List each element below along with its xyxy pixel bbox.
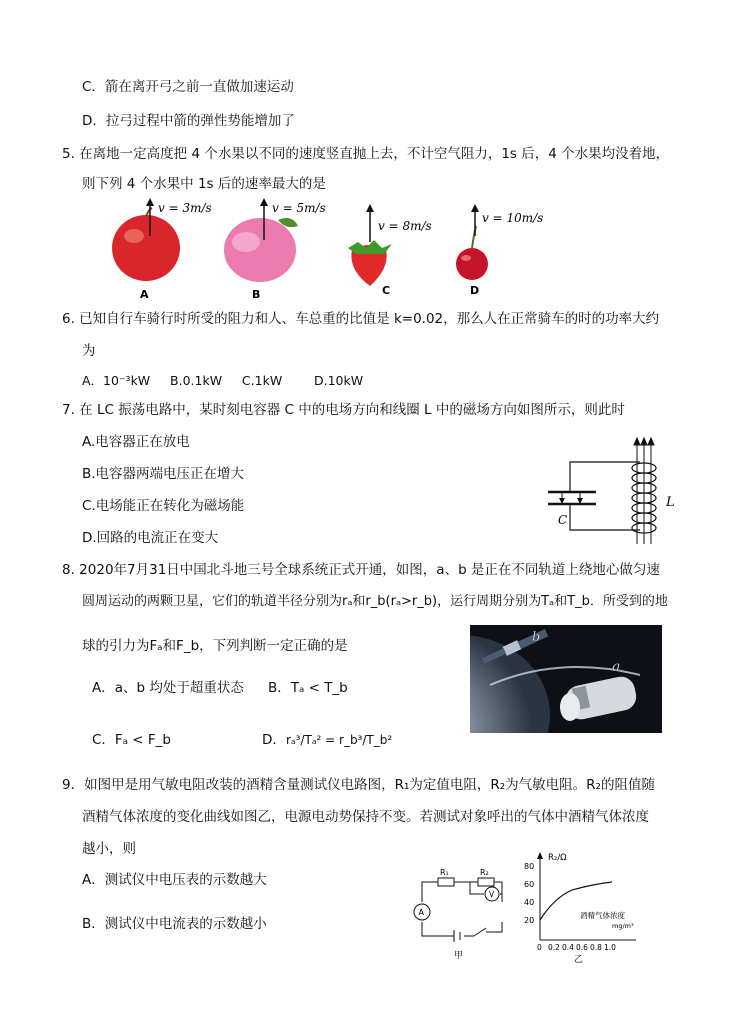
q9-stem-line2: 酒精气体浓度的变化曲线如图乙，电源电动势保持不变。若测试对象呼出的气体中酒精气体浓度 [82,809,649,825]
satellite-b-label: b [532,630,541,645]
ytick-80: 80 [524,862,535,871]
label-b: B [252,288,261,301]
xtick-0.2: 0.2 [548,943,560,952]
fruits-figure [100,196,580,302]
q8-stem-line3: 球的引力为Fₐ和F_b，下列判断一定正确的是 [82,638,348,654]
alcohol-tester-circuit [408,866,516,960]
graph-caption: 乙 [574,955,584,964]
q7-option-c: C.电场能正在转化为磁场能 [82,498,245,514]
q9-stem-line3: 越小，则 [82,841,136,857]
q6-stem-line1: 6. 已知自行车骑行时所受的阻力和人、车总重的比值是 k=0.02，那么人在正常骑车的时的功率大约 [62,311,660,327]
lc-circuit-figure [540,434,690,549]
xtick-1.0: 1.0 [604,943,616,952]
q8-option-c: C．Fₐ < F_b [92,732,171,748]
speed-d: v = 10m/s [482,211,544,225]
q7-stem: 7. 在 LC 振荡电路中，某时刻电容器 C 中的电场方向和线圈 L 中的磁场方向如图所示，则此时 [62,402,625,418]
q7-option-d: D.回路的电流正在变大 [82,530,219,546]
q8-option-a: A．a、b 均处于超重状态 [92,680,244,696]
speed-a: v = 3m/s [158,201,212,215]
q5-stem-line1: 5. 在离地一定高度把 4 个水果以不同的速度竖直抛上去，不计空气阻力，1s 后，4 个水果均没着地， [62,146,670,162]
ytick-60: 60 [524,880,535,889]
q8-stem-line2: 圆周运动的两颗卫星，它们的轨道半径分别为rₐ和r_b(rₐ>r_b)，运行周期分别为Tₐ和T_b．所受到的地 [82,594,668,609]
resistor-r1 [438,878,454,886]
label-c: C [382,284,391,297]
q9-stem-line1: 9．如图甲是用气敏电阻改装的酒精含量测试仪电路图，R₁为定值电阻，R₂为气敏电阻。R₂的阻值随 [62,777,655,793]
q7-option-a: A.电容器正在放电 [82,434,190,450]
q6-options: A．10⁻³kW B.0.1kW C.1kW D.10kW [82,373,364,388]
q9-option-b: B．测试仪中电流表的示数越小 [82,916,267,932]
xtick-0.4: 0.4 [562,943,574,952]
q8-option-d-formula: rₐ³/Tₐ² = r_b³/T_b² [286,733,393,747]
q8-stem-line1: 8. 2020年7月31日中国北斗地三号全球系统正式开通，如图，a、b 是正在不同轨道上绕地心做匀速 [62,562,660,578]
satellite-figure [470,625,662,733]
satellite-a-label: a [612,659,621,675]
speed-c: v = 8m/s [378,219,432,233]
graph-xlabel: 酒精气体浓度 [580,911,625,920]
label-d: D [470,284,480,297]
label-a: A [140,288,149,301]
q9-option-a: A．测试仪中电压表的示数越大 [82,872,267,888]
fruit-strawberry [348,204,392,286]
q6-stem-line2: 为 [82,343,96,359]
r2-label: R₂ [480,868,489,877]
q8-option-b: B．Tₐ < T_b [268,680,348,696]
q7-option-b: B.电容器两端电压正在增大 [82,466,245,482]
q4-option-d: D．拉弓过程中箭的弹性势能增加了 [82,113,295,129]
speed-b: v = 5m/s [272,201,326,215]
ammeter-label: A [418,908,424,917]
inductor-label: L [666,495,675,510]
ytick-40: 40 [524,898,535,907]
xtick-0.6: 0.6 [576,943,588,952]
r1-label: R₁ [440,868,449,877]
xtick-0: 0 [537,943,542,952]
voltmeter-label: V [489,890,495,899]
r2-concentration-graph [520,850,640,964]
xtick-0.8: 0.8 [590,943,602,952]
circuit-caption: 甲 [454,951,464,960]
ytick-20: 20 [524,916,535,925]
graph-ylabel: R₂/Ω [548,853,567,863]
q8-option-d: D． [262,732,286,748]
q4-option-c: C．箭在离开弓之前一直做加速运动 [82,79,294,95]
capacitor-label: C [558,513,568,527]
graph-xunit: mg/m³ [612,922,634,930]
resistor-r2 [478,878,494,886]
q5-stem-line2: 则下列 4 个水果中 1s 后的速率最大的是 [82,176,326,192]
